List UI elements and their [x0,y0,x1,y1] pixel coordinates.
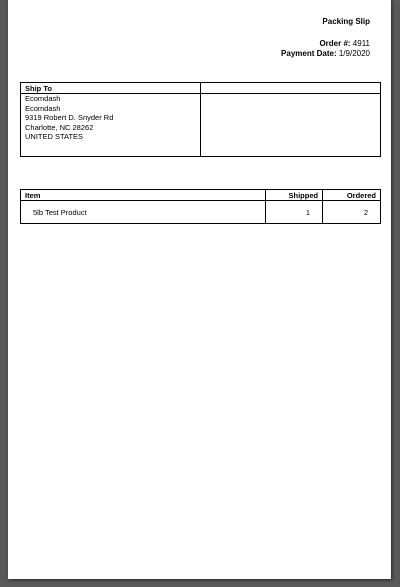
order-meta [281,39,370,59]
document-page [8,0,391,579]
order-number-line [281,39,370,49]
order-number-value: 4911 [352,39,370,48]
address-line: Ecomdash [25,103,61,113]
ordered-column-header: Ordered [323,190,381,201]
order-number-label: Order #: [319,39,351,48]
document-title: Packing Slip [322,17,370,26]
item-column-header: Item [21,190,266,201]
ship-to-table [20,82,381,157]
payment-date-label: Payment Date: [281,49,337,58]
payment-date-value: 1/9/2020 [338,49,370,58]
ship-to-blank-cell [200,94,380,157]
shipped-cell: 1 [266,201,323,224]
ordered-cell: 2 [323,201,381,224]
payment-date-line [281,49,370,59]
address-line: Charlotte, NC 28262 [25,122,94,132]
address-line: 9319 Robert D. Snyder Rd [25,113,114,123]
address-line: Ecomdash [25,94,61,103]
address-line: UNITED STATES [25,132,84,142]
ship-to-header: Ship To [21,83,201,94]
ship-to-header-blank [200,83,380,94]
items-header-row [21,190,381,201]
items-table [20,189,381,224]
table-row [21,201,381,224]
ship-to-address [21,94,201,157]
item-name-cell: 5lb Test Product [21,201,266,224]
shipped-column-header: Shipped [266,190,323,201]
